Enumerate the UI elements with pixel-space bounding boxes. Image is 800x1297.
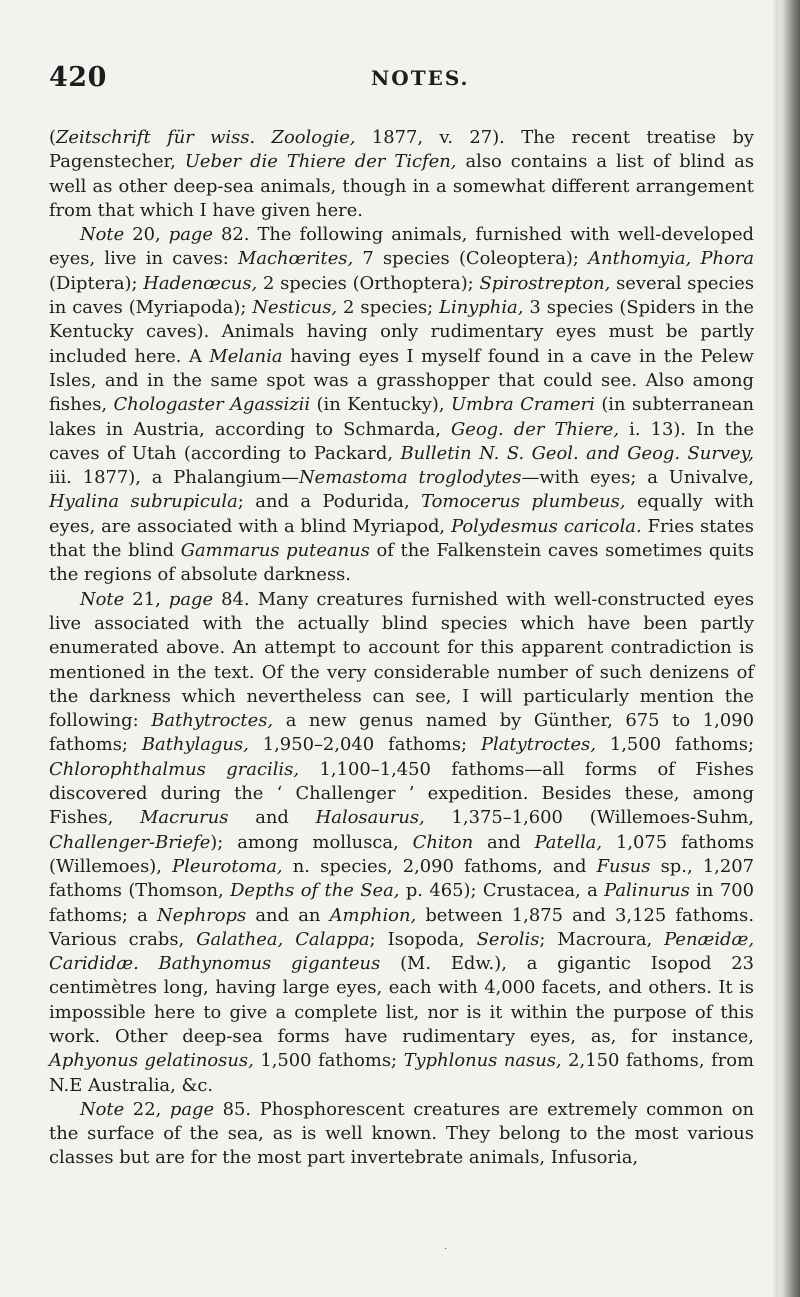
text-run: also contains a list of blind as well as other deep-sea animals, though in a somewhat different arrangement from that which I have given here.	[49, 151, 754, 221]
italic-run: Depths of the Sea,	[230, 880, 400, 902]
text-run: (M. Edw.), a gigantic Isopod 23 centimètres long, having large eyes, each with 4,000 facets, and others. It is impossible here to give a complete list, nor is it within the purpose of this work. Other deep-sea forms have rudimentary eyes, as, for instance,	[49, 953, 754, 1047]
italic-run: page	[169, 1098, 215, 1120]
text-run: 3 species (Spiders in the Kentucky caves). Animals having only rudimentary eyes must be partly included here. A	[49, 297, 754, 367]
text-run: 2 species;	[337, 297, 440, 319]
italic-run: Hyalina subrupicula	[49, 491, 238, 513]
italic-run: Note	[80, 1098, 125, 1120]
text-run: and	[473, 831, 535, 853]
text-run: (in Kentucky),	[310, 394, 451, 416]
italic-run: Machœrites,	[238, 248, 354, 270]
text-run: i. 13). In the caves of Utah (according to Packard,	[49, 418, 754, 464]
italic-run: Fusus	[596, 855, 651, 877]
text-run: 84. Many creatures furnished with well-constructed eyes live associated with the actually blind species which have been partly enumerated above. An attempt to account for this apparent contradiction is mentioned in the text. Of the very considerable number of such denizens of the darkness which nevertheless can see, I will particularly mention the following:	[49, 588, 755, 732]
italic-run: Nephrops	[157, 904, 247, 926]
text-run: 1,075 fathoms (Willemoes),	[49, 831, 755, 877]
text-run: ; Macroura,	[539, 928, 665, 950]
text-run: 1,500 fathoms;	[253, 1050, 404, 1072]
text-run: n. species, 2,090 fathoms, and	[282, 855, 597, 877]
italic-run: Gammarus puteanus	[180, 540, 370, 562]
italic-run: Chlorophthalmus gracilis,	[49, 758, 300, 780]
text-run: (Diptera);	[49, 272, 144, 294]
text-run: 1877, v. 27). The recent treatise by Pagenstecher,	[49, 127, 754, 173]
italic-run: Halosaurus,	[315, 807, 425, 829]
text-run: (in subterranean lakes in Austria, according to Schmarda,	[49, 394, 754, 440]
italic-run: Pleurotoma,	[172, 855, 283, 877]
text-run: 1,500 fathoms;	[595, 734, 754, 756]
body-text	[49, 126, 754, 1171]
italic-run: Bathylagus,	[141, 734, 249, 756]
italic-run: Zeitschrift für wiss. Zoologie,	[55, 127, 356, 148]
text-run: 1,950–2,040 fathoms;	[248, 734, 481, 756]
italic-run: Typhlonus nasus,	[403, 1050, 562, 1072]
text-run: of the Falkenstein caves sometimes quits the regions of absolute darkness.	[49, 540, 754, 586]
italic-run: Chologaster Agassizii	[113, 394, 311, 416]
italic-run: Geog. der Thiere,	[450, 418, 620, 440]
text-run: —with eyes; a Univalve,	[521, 467, 755, 489]
italic-run: Amphion,	[329, 904, 417, 926]
italic-run: Bulletin N. S. Geol. and Geog. Survey,	[400, 442, 754, 464]
italic-run: Spirostrepton,	[479, 272, 611, 294]
italic-run: Bathytroctes,	[151, 710, 274, 732]
italic-run: Melania	[209, 345, 283, 367]
text-run: 82. The following animals, furnished with well-developed eyes, live in caves:	[49, 224, 754, 270]
text-run: between 1,875 and 3,125 fathoms. Various crabs,	[49, 904, 755, 950]
italic-run: page	[168, 588, 214, 610]
text-run: p. 465); Crustacea, a	[399, 880, 605, 902]
text-run: 2 species (Orthoptera);	[257, 272, 480, 294]
italic-run: Patella,	[534, 831, 603, 853]
page-header	[49, 62, 749, 102]
text-run: and an	[246, 904, 330, 926]
italic-run: Platytroctes,	[481, 734, 596, 756]
paragraph-note-20	[49, 223, 754, 587]
italic-run: Challenger-Briefe	[49, 831, 211, 853]
text-run: 7 species (Coleoptera);	[353, 248, 589, 270]
text-run: and	[228, 807, 316, 829]
page-edge-fold	[772, 0, 778, 1297]
text-run: (	[49, 127, 56, 148]
text-run: having eyes I myself found in a cave in the Pelew Isles, and in the same spot was a grasshopper that could see. Also among fishes,	[49, 345, 755, 416]
text-run: 85. Phosphorescent creatures are extremely common on the surface of the sea, as is well known. They belong to the most various classes but are for the most part invertebrate animals, Infusoria,	[49, 1098, 754, 1169]
text-run: 1,100–1,450 fathoms—all forms of Fishes discovered during the ‘ Challenger ’ expedition. Besides these, among Fishes,	[49, 758, 754, 829]
text-run: several species in caves (Myriapoda);	[49, 272, 754, 319]
italic-run: Nesticus,	[252, 297, 338, 319]
text-run: a new genus named by Günther, 675 to 1,090 fathoms;	[49, 710, 754, 756]
italic-run: Linyphia,	[439, 297, 524, 319]
italic-run: page	[168, 224, 213, 246]
text-run: ; Isopoda,	[369, 928, 477, 950]
printer-mark: ·	[444, 1244, 448, 1255]
text-run: 21,	[124, 588, 169, 610]
text-run: 22,	[124, 1098, 170, 1120]
italic-run: Anthomyia, Phora	[588, 248, 755, 270]
italic-run: Macrurus	[140, 807, 229, 829]
paragraph-note-22	[49, 1098, 754, 1171]
italic-run: Serolis	[476, 928, 540, 950]
italic-run: Galathea, Calappa	[196, 928, 370, 950]
text-run: iii. 1877), a Phalangium—	[49, 467, 299, 489]
text-run: in 700 fathoms; a	[49, 880, 755, 926]
italic-run: Note	[80, 224, 125, 246]
text-run: equally with eyes, are associated with a blind Myriapod,	[49, 491, 754, 537]
running-head: NOTES.	[371, 66, 470, 90]
text-run: sp., 1,207 fathoms (Thomson,	[49, 855, 754, 902]
italic-run: Aphyonus gelatinosus,	[49, 1050, 254, 1072]
paragraph-note-21	[49, 588, 754, 1098]
italic-run: Chiton	[412, 831, 474, 853]
paragraph-continuation	[49, 126, 754, 223]
text-run: ; and a Podurida,	[237, 491, 422, 513]
italic-run: Umbra Crameri	[450, 394, 595, 416]
italic-run: Polydesmus caricola.	[451, 515, 642, 537]
italic-run: Ueber die Thiere der Ticfen,	[184, 151, 457, 173]
text-run: ); among mollusca,	[210, 831, 413, 853]
text-run: 2,150 fathoms, from N.E Australia, &c.	[49, 1050, 754, 1096]
italic-run: Hadenœcus,	[143, 272, 258, 294]
italic-run: Tomocerus plumbeus,	[421, 491, 626, 513]
italic-run: Note	[80, 588, 125, 610]
text-run: Fries states that the blind	[49, 515, 754, 562]
text-run: 20,	[124, 224, 169, 246]
text-run: 1,375–1,600 (Willemoes-Suhm,	[424, 807, 755, 829]
italic-run: Nemastoma troglodytes	[298, 467, 522, 489]
italic-run: Penæidæ, Carididæ. Bathynomus giganteus	[49, 928, 755, 975]
page-number: 420	[49, 62, 107, 93]
italic-run: Palinurus	[604, 880, 690, 902]
